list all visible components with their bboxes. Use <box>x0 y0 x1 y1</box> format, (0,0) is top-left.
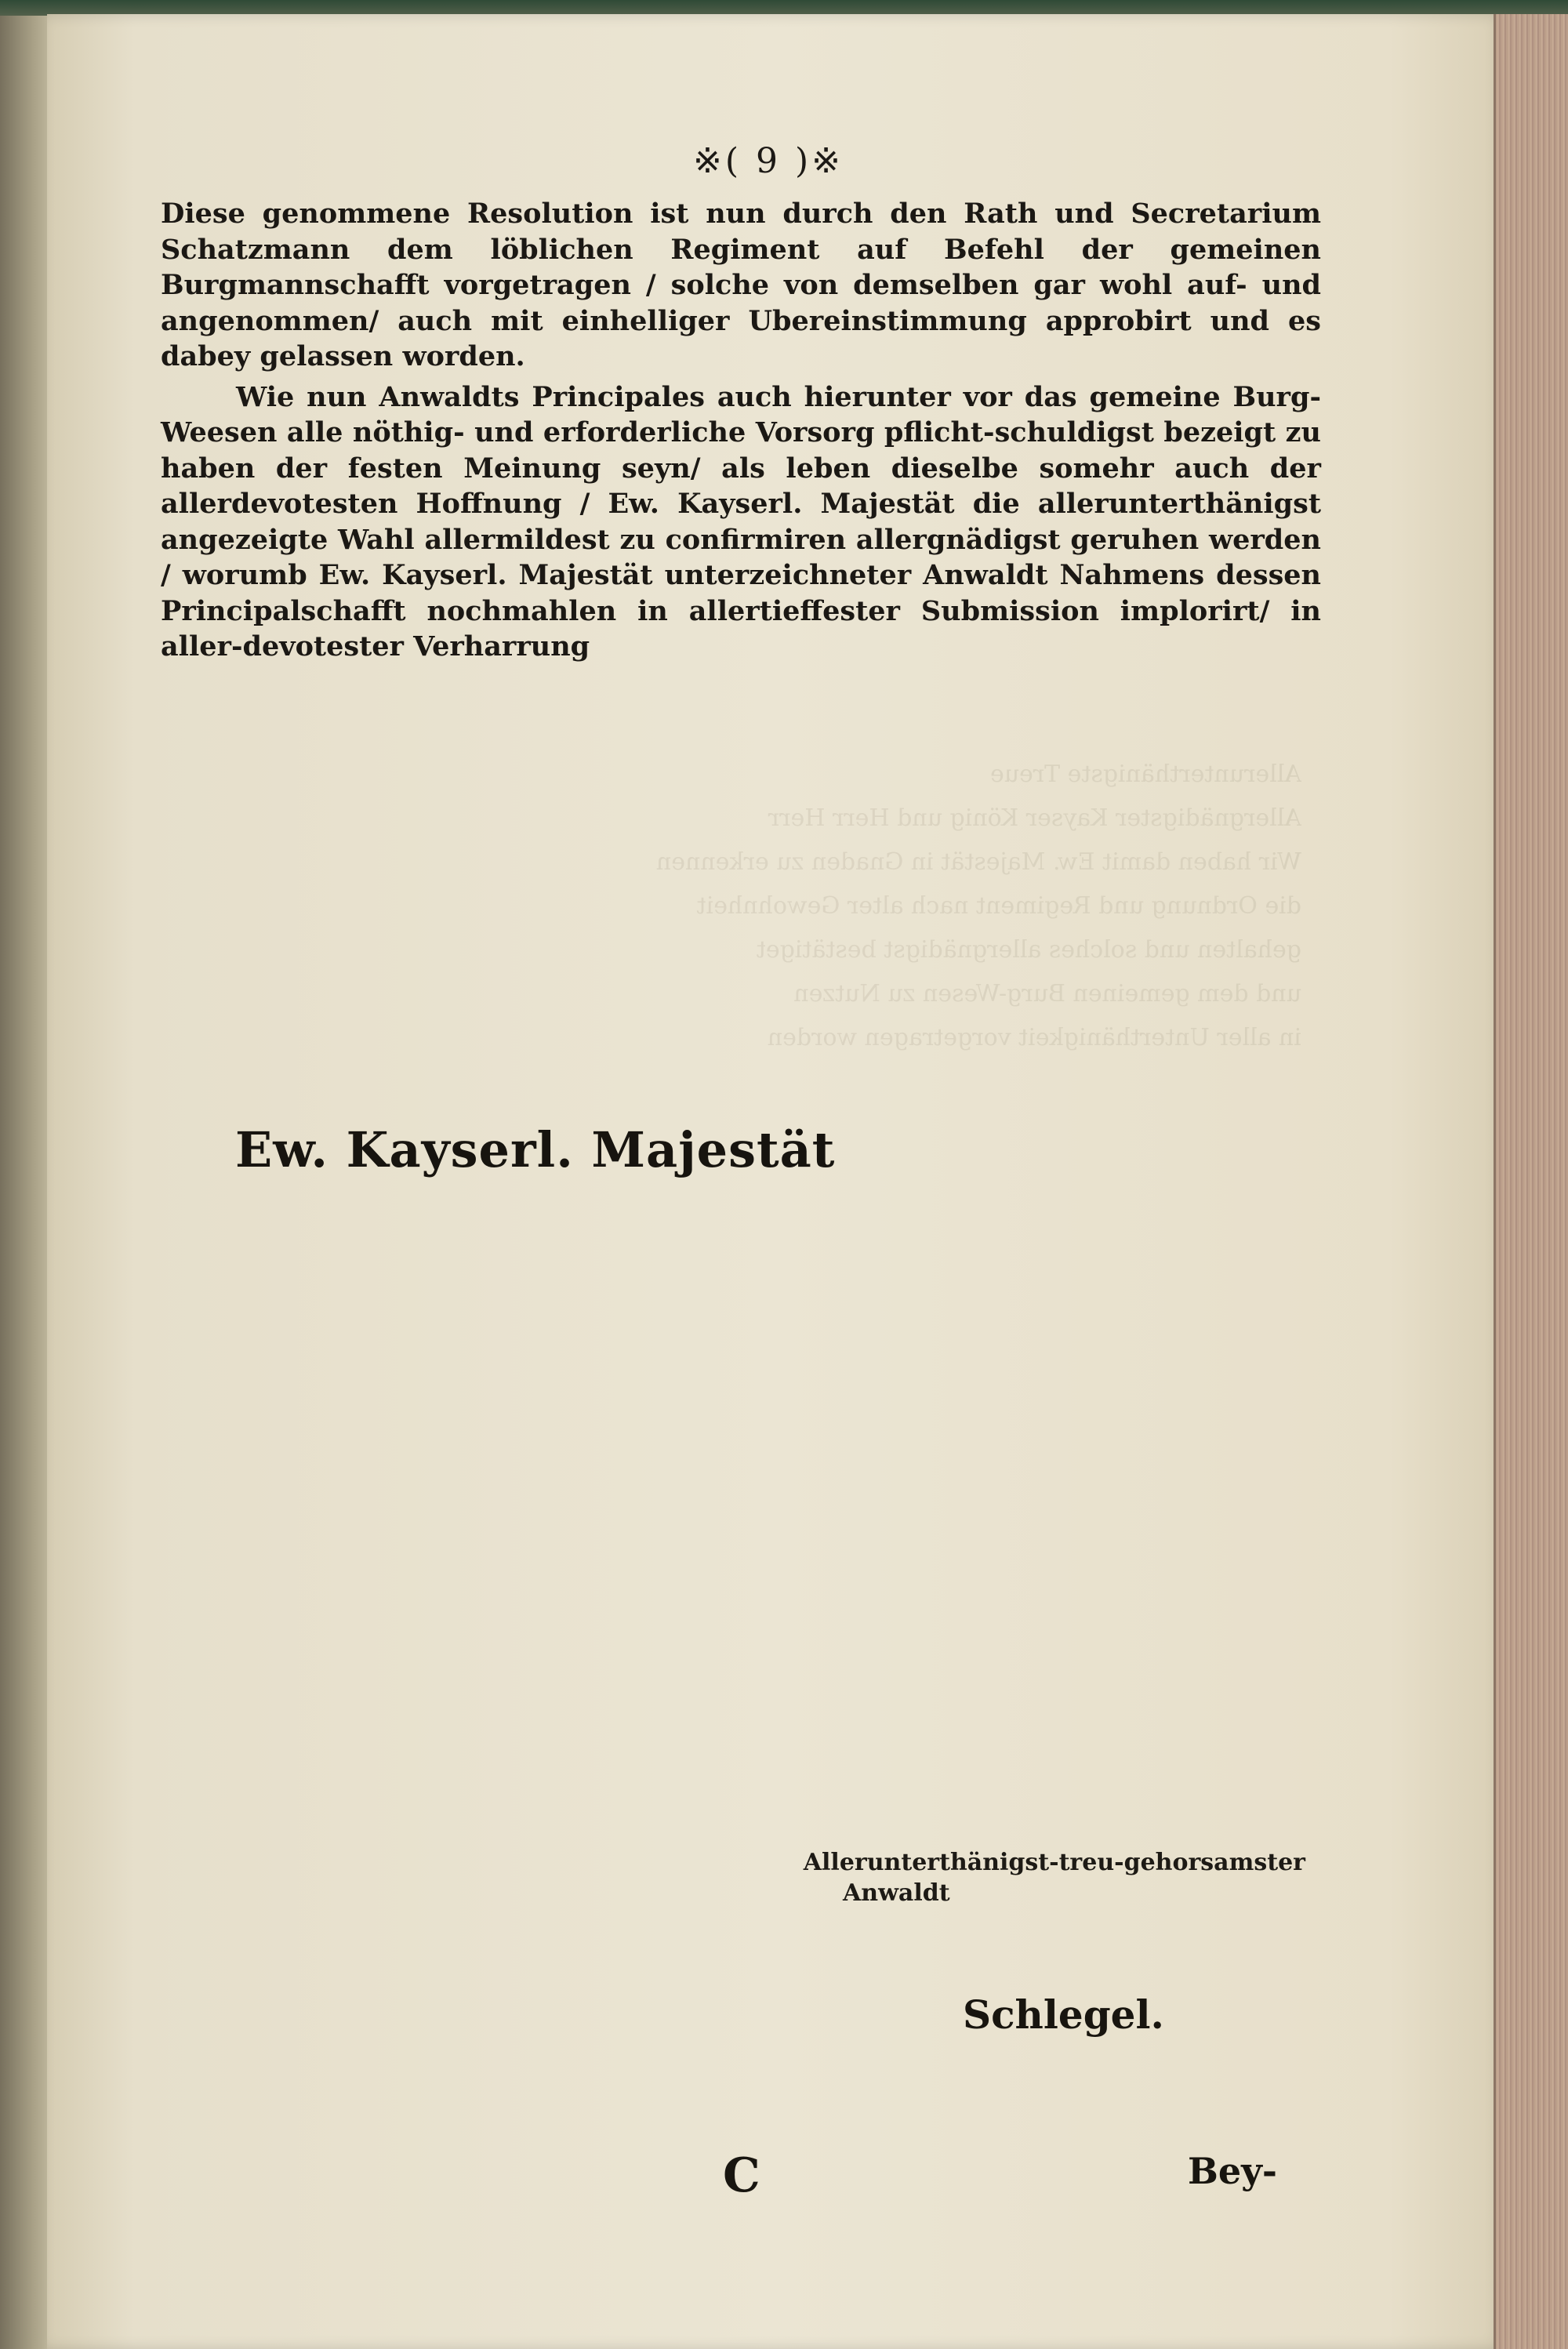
body-text <box>161 196 1321 665</box>
page-stack-fore-edge <box>1494 14 1568 2349</box>
signature-name: Schlegel. <box>963 1991 1164 2038</box>
closing-formula: Allerunterthänigst-treu-gehorsamster <box>803 1849 1305 1876</box>
page-number-header: ※( 9 )※ <box>692 141 844 181</box>
salutation: Ew. Kayserl. Majestät <box>235 1121 836 1178</box>
show-through-text: Allerunterthänigste Treue Allergnädigster Kayser König und Herr Herr Wir haben damit Ew. Majestät in Gnaden zu erkennen die Ordnung und Regiment nach alter Gewohnheit gehalten und solches allergnädigst bestätiget und dem gemeinen Burg-Wesen zu Nutzen in aller Unterthänigkeit vorgetragen worden <box>655 761 1301 1051</box>
paragraph-petition: Wie nun Anwaldts Principales auch hierunter vor das gemeine Burg-Weesen alle nöthig- und erforderliche Vorsorg pflicht-schuldigst bezeigt zu haben der festen Meinung seyn/ als leben dieselbe somehr auch der allerdevotesten Hoffnung / Ew. Kayserl. Majestät die allerunterthänigst angezeigte Wahl allermildest zu confirmiren allergnädigst geruhen werden / worumb Ew. Kayserl. Majestät unterzeichneter Anwaldt Nahmens dessen Principalschafft nochmahlen in allertieffester Submission implorirt/ in aller-devotester Verharrung <box>161 380 1321 663</box>
closing-block <box>741 1849 1305 1907</box>
signature-mark: C <box>723 2148 760 2203</box>
attorney-title: Anwaldt <box>843 1879 950 1907</box>
catchword: Bey- <box>1188 2150 1277 2192</box>
paragraph-resolution: Diese genommene Resolution ist nun durch den Rath und Secretarium Schatzmann dem löblichen Regiment auf Befehl der gemeinen Burgmannschafft vorgetragen / solche von demselben gar wohl auf- und angenommen/ auch mit einhelliger Ubereinstimmung approbirt und es dabey gelassen worden. <box>161 198 1321 372</box>
